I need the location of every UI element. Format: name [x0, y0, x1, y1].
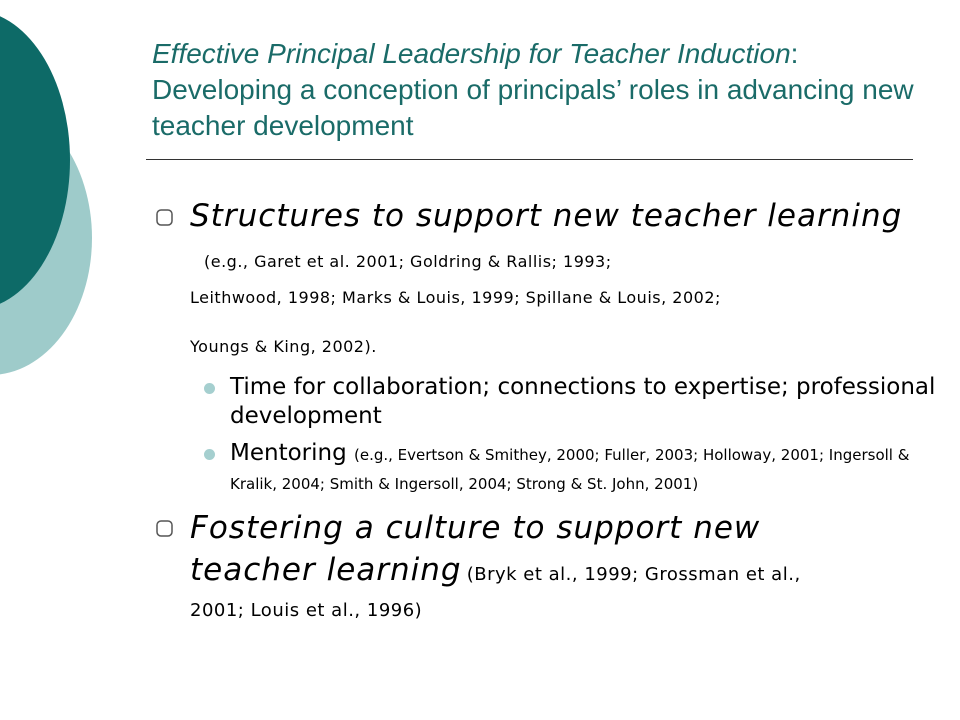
title-italic-part: Effective Principal Leadership for Teacher Induction — [152, 38, 791, 69]
bullet-heading-culture-line2: teacher learning — [190, 552, 462, 588]
bullet-citation-line3: Youngs & King, 2002). — [190, 337, 377, 356]
title-colon: : — [790, 38, 799, 69]
subbullet-text: Mentoring — [230, 440, 347, 466]
bullet-culture — [152, 507, 942, 626]
subbullet-text: Time for collaboration; connections to expertise; professional development — [230, 374, 936, 429]
filled-circle-bullet-icon — [204, 449, 215, 460]
bullet-heading-structures: Structures to support new teacher learning — [190, 198, 903, 234]
subbullet-collaboration — [152, 373, 942, 431]
slide-title — [152, 36, 932, 144]
bullet-heading-culture-line1: Fostering a culture to support new — [190, 510, 761, 546]
hollow-square-bullet-icon — [155, 208, 174, 227]
filled-circle-bullet-icon — [204, 383, 215, 394]
title-rest: Developing a conception of principals’ roles in advancing new teacher development — [152, 74, 914, 141]
bullet-citation-line2: Leithwood, 1998; Marks & Louis, 1999; Spillane & Louis, 2002; — [190, 288, 721, 307]
hollow-square-bullet-icon — [155, 519, 174, 538]
subbullet-citation: (e.g., Evertson & Smithey, 2000; Fuller, 2003; Holloway, 2001; Ingersoll & Kralik, 2004; Smith & Ingersoll, 2004; Strong & St. John, 2001) — [230, 446, 910, 493]
bullet-citation-line1: (e.g., Garet et al. 2001; Goldring & Rallis; 1993; — [204, 252, 612, 271]
slide-body — [152, 196, 942, 626]
dark-teal-circle — [0, 10, 70, 310]
bullet-citation-line1: (Bryk et al., 1999; Grossman et al., — [466, 564, 801, 585]
bullet-citation-line2: 2001; Louis et al., 1996) — [190, 600, 423, 621]
subbullet-mentoring — [152, 439, 942, 497]
bullet-structures — [152, 196, 942, 380]
title-divider — [146, 159, 913, 160]
light-teal-circle — [0, 101, 92, 375]
